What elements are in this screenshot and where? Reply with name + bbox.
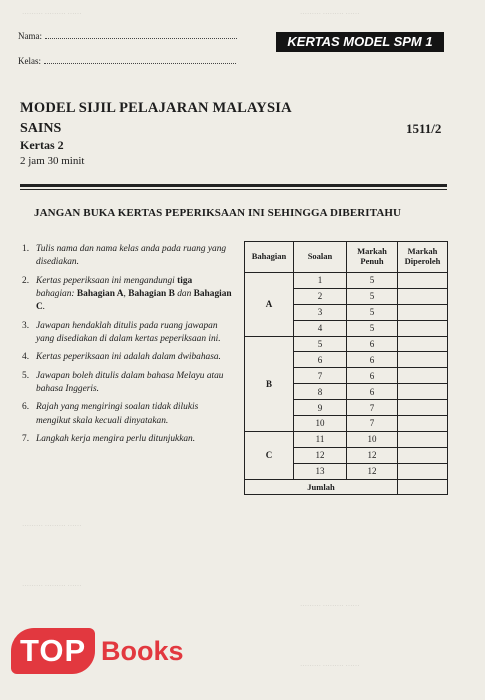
show-through-text: ……… ……… ……: [300, 8, 360, 16]
marks-obtained-cell[interactable]: [398, 352, 448, 368]
marks-obtained-cell[interactable]: [398, 384, 448, 400]
instruction-item: 3. Jawapan hendaklah ditulis pada ruang jawapan yang disediakan di dalam kertas peperiksaan ini.: [22, 320, 221, 345]
show-through-text: ……… ……… ……: [22, 580, 82, 588]
instruction-item: 5. Jawapan boleh ditulis dalam bahasa Melayu atau bahasa Inggeris.: [22, 370, 224, 395]
divider-thick: [20, 184, 447, 187]
header-marks-obtained: Markah Diperoleh: [398, 242, 448, 273]
marks-obtained-cell[interactable]: [398, 416, 448, 432]
question-number: 8: [294, 384, 347, 400]
question-number: 11: [294, 431, 347, 447]
full-marks: 5: [347, 273, 398, 289]
paper-number: Kertas 2: [20, 138, 64, 152]
marks-obtained-cell[interactable]: [398, 368, 448, 384]
question-number: 10: [294, 416, 347, 432]
total-marks-cell[interactable]: [398, 479, 448, 495]
question-number: 2: [294, 288, 347, 304]
full-marks: 12: [347, 447, 398, 463]
marks-obtained-cell[interactable]: [398, 320, 448, 336]
marks-obtained-cell[interactable]: [398, 288, 448, 304]
logo-badge: [11, 628, 95, 674]
show-through-text: ……… ……… ……: [22, 520, 82, 528]
subject-name: SAINS: [20, 121, 62, 136]
marks-obtained-cell[interactable]: [398, 447, 448, 463]
total-label: Jumlah: [245, 479, 398, 495]
do-not-open-warning: JANGAN BUKA KERTAS PEPERIKSAAN INI SEHINGGA DIBERITAHU: [34, 207, 402, 219]
section-c: C: [245, 431, 294, 479]
table-total-row: [245, 479, 448, 495]
class-label: Kelas:: [18, 56, 41, 66]
full-marks: 5: [347, 320, 398, 336]
full-marks: 6: [347, 336, 398, 352]
header-section: Bahagian: [245, 242, 294, 273]
instruction-list: [22, 243, 232, 451]
question-number: 3: [294, 304, 347, 320]
section-b: B: [245, 336, 294, 431]
marks-table: [244, 241, 448, 495]
full-marks: 10: [347, 431, 398, 447]
instruction-item: 6. Rajah yang mengiringi soalan tidak dilukis mengikut skala kecuali dinyatakan.: [22, 402, 199, 426]
question-number: 13: [294, 463, 347, 479]
question-number: 12: [294, 447, 347, 463]
marks-obtained-cell[interactable]: [398, 336, 448, 352]
class-field[interactable]: [18, 56, 236, 66]
subject-code: 1511/2: [406, 121, 442, 136]
exam-duration: 2 jam 30 minit: [20, 155, 85, 167]
question-number: 4: [294, 320, 347, 336]
table-row: [245, 273, 448, 289]
marks-obtained-cell[interactable]: [398, 431, 448, 447]
full-marks: 7: [347, 416, 398, 432]
instruction-item: 7. Langkah kerja mengira perlu ditunjukkan.: [22, 434, 196, 445]
show-through-text: ……… ……… ……: [22, 8, 82, 16]
marks-obtained-cell[interactable]: [398, 304, 448, 320]
marks-obtained-cell[interactable]: [398, 273, 448, 289]
show-through-text: ……… ……… ……: [300, 660, 360, 668]
full-marks: 5: [347, 288, 398, 304]
full-marks: 6: [347, 352, 398, 368]
question-number: 6: [294, 352, 347, 368]
logo-books-text: Books: [101, 636, 184, 666]
section-a: A: [245, 273, 294, 337]
header-full-marks: Markah Penuh: [347, 242, 398, 273]
name-field[interactable]: [18, 31, 237, 41]
instruction-item: 4. Kertas peperiksaan ini adalah dalam dwibahasa.: [22, 352, 221, 363]
name-label: Nama:: [18, 31, 42, 41]
full-marks: 6: [347, 368, 398, 384]
instruction-item: 2. Kertas peperiksaan ini mengandungi tiga bahagian: Bahagian A, Bahagian B dan Bahagian C.: [22, 275, 232, 313]
full-marks: 12: [347, 463, 398, 479]
topbooks-watermark-logo: [11, 628, 191, 674]
full-marks: 5: [347, 304, 398, 320]
full-marks: 7: [347, 400, 398, 416]
table-header-row: [245, 242, 448, 273]
exam-title: MODEL SIJIL PELAJARAN MALAYSIA: [20, 100, 292, 116]
question-number: 7: [294, 368, 347, 384]
marks-obtained-cell[interactable]: [398, 400, 448, 416]
header-question: Soalan: [294, 242, 347, 273]
name-blank[interactable]: [45, 32, 237, 39]
table-row: [245, 431, 448, 447]
divider-thin: [20, 189, 447, 190]
question-number: 1: [294, 273, 347, 289]
show-through-text: ……… ……… ……: [300, 600, 360, 608]
table-row: [245, 336, 448, 352]
class-blank[interactable]: [44, 57, 236, 64]
full-marks: 6: [347, 384, 398, 400]
marks-obtained-cell[interactable]: [398, 463, 448, 479]
instruction-item: 1. Tulis nama dan nama kelas anda pada ruang yang disediakan.: [22, 244, 227, 268]
logo-top-text: TOP: [20, 633, 87, 668]
model-paper-badge: KERTAS MODEL SPM 1: [276, 32, 444, 52]
question-number: 5: [294, 336, 347, 352]
question-number: 9: [294, 400, 347, 416]
